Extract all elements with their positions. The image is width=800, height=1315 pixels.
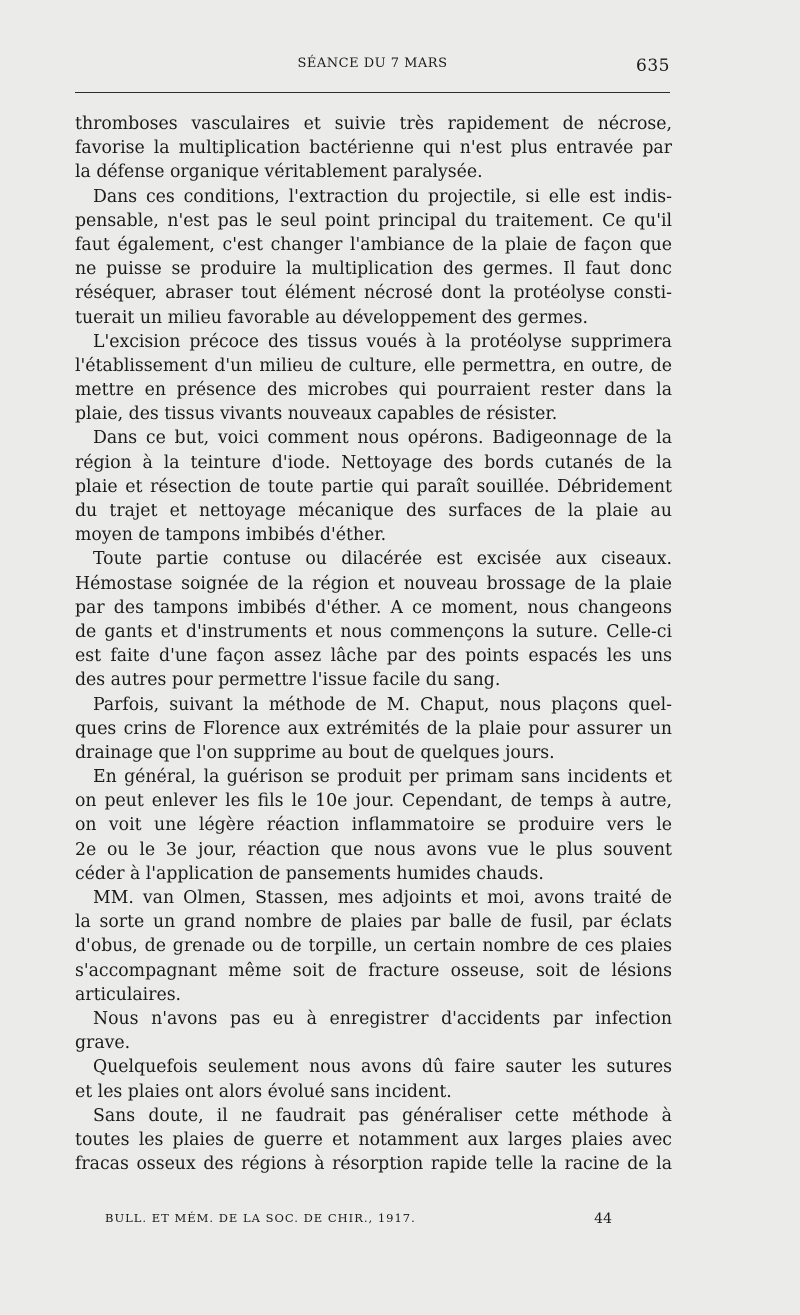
text-line: des autres pour permettre l'issue facile du sang. bbox=[75, 670, 501, 691]
text-line: Dans ce but, voici comment nous opérons. Badigeonnage de la bbox=[93, 428, 672, 449]
page-number: 635 bbox=[636, 56, 670, 76]
text-line: et les plaies ont alors évolué sans incident. bbox=[75, 1081, 452, 1102]
text-line: thromboses vasculaires et suivie très rapidement de nécrose, bbox=[75, 114, 672, 134]
page-footer bbox=[105, 1211, 612, 1231]
text-line: 2e ou le 3e jour, réaction que nous avons vue le plus souvent bbox=[75, 839, 672, 860]
text-line: faut également, c'est changer l'ambiance de la plaie de façon que bbox=[75, 234, 672, 255]
text-line: Nous n'avons pas eu à enregistrer d'accidents par infection bbox=[93, 1008, 672, 1029]
running-title: SÉANCE DU 7 MARS bbox=[297, 56, 448, 71]
text-line: MM. van Olmen, Stassen, mes adjoints et moi, avons traité de bbox=[93, 888, 672, 908]
text-line: Sans doute, il ne faudrait pas généraliser cette méthode à bbox=[93, 1105, 672, 1126]
text-line: articulaires. bbox=[75, 984, 182, 1005]
text-line: ques crins de Florence aux extrémités de la plaie pour assurer un bbox=[75, 718, 672, 739]
text-line: réséquer, abraser tout élément nécrosé dont la protéolyse consti- bbox=[75, 283, 672, 304]
text-line: L'excision précoce des tissus voués à la protéolyse supprimera bbox=[93, 331, 672, 352]
text-line: ne puisse se produire la multiplication des germes. Il faut donc bbox=[75, 259, 672, 280]
text-line: Dans ces conditions, l'extraction du projectile, si elle est indis- bbox=[93, 186, 672, 207]
text-line: Toute partie contuse ou dilacérée est excisée aux ciseaux. bbox=[93, 549, 672, 570]
text-line: l'établissement d'un milieu de culture, elle permettra, en outre, de bbox=[75, 355, 672, 376]
text-line: la défense organique véritablement paralysée. bbox=[75, 162, 483, 183]
text-line: moyen de tampons imbibés d'éther. bbox=[75, 525, 387, 546]
text-line: région à la teinture d'iode. Nettoyage des bords cutanés de la bbox=[75, 452, 672, 473]
text-line: Parfois, suivant la méthode de M. Chaput, nous plaçons quel- bbox=[93, 694, 672, 715]
text-line: toutes les plaies de guerre et notamment aux larges plaies avec bbox=[75, 1129, 672, 1150]
text-line: fracas osseux des régions à résorption rapide telle la racine de la bbox=[75, 1154, 672, 1175]
text-line: pensable, n'est pas le seul point principal du traitement. Ce qu'il bbox=[75, 210, 672, 231]
journal-reference: BULL. ET MÉM. DE LA SOC. DE CHIR., 1917. bbox=[105, 1211, 416, 1225]
text-line: la sorte un grand nombre de plaies par balle de fusil, par éclats bbox=[75, 912, 672, 933]
text-line: de gants et d'instruments et nous commençons la suture. Celle-ci bbox=[75, 621, 672, 642]
text-line: Hémostase soignée de la région et nouveau brossage de la plaie bbox=[75, 573, 672, 594]
text-line: s'accompagnant même soit de fracture osseuse, soit de lésions bbox=[75, 960, 672, 981]
text-line: favorise la multiplication bactérienne qui n'est plus entravée par bbox=[75, 138, 672, 159]
text-line: du trajet et nettoyage mécanique des surfaces de la plaie au bbox=[75, 501, 672, 521]
body-text bbox=[75, 112, 672, 1176]
text-line: mettre en présence des microbes qui pourraient rester dans la bbox=[75, 380, 672, 401]
signature-number: 44 bbox=[594, 1211, 612, 1227]
header-rule bbox=[75, 92, 670, 93]
text-line: drainage que l'on supprime au bout de quelques jours. bbox=[75, 742, 555, 763]
text-line: est faite d'une façon assez lâche par des points espacés les uns bbox=[75, 646, 672, 667]
text-line: Quelquefois seulement nous avons dû faire sauter les sutures bbox=[93, 1057, 672, 1078]
text-line: plaie et résection de toute partie qui paraît souillée. Débridement bbox=[75, 476, 672, 497]
text-line: céder à l'application de pansements humides chauds. bbox=[75, 863, 544, 884]
text-line: plaie, des tissus vivants nouveaux capables de résister. bbox=[75, 404, 558, 425]
text-line: grave. bbox=[75, 1033, 131, 1054]
text-line: En général, la guérison se produit per primam sans incidents et bbox=[93, 767, 672, 788]
text-line: tuerait un milieu favorable au développement des germes. bbox=[75, 307, 588, 328]
text-line: on voit une légère réaction inflammatoire se produire vers le bbox=[75, 815, 672, 836]
text-line: par des tampons imbibés d'éther. A ce moment, nous changeons bbox=[75, 597, 672, 618]
text-line: d'obus, de grenade ou de torpille, un certain nombre de ces plaies bbox=[75, 936, 672, 957]
running-head bbox=[75, 56, 670, 80]
text-line: on peut enlever les fils le 10e jour. Cependant, de temps à autre, bbox=[75, 791, 672, 812]
